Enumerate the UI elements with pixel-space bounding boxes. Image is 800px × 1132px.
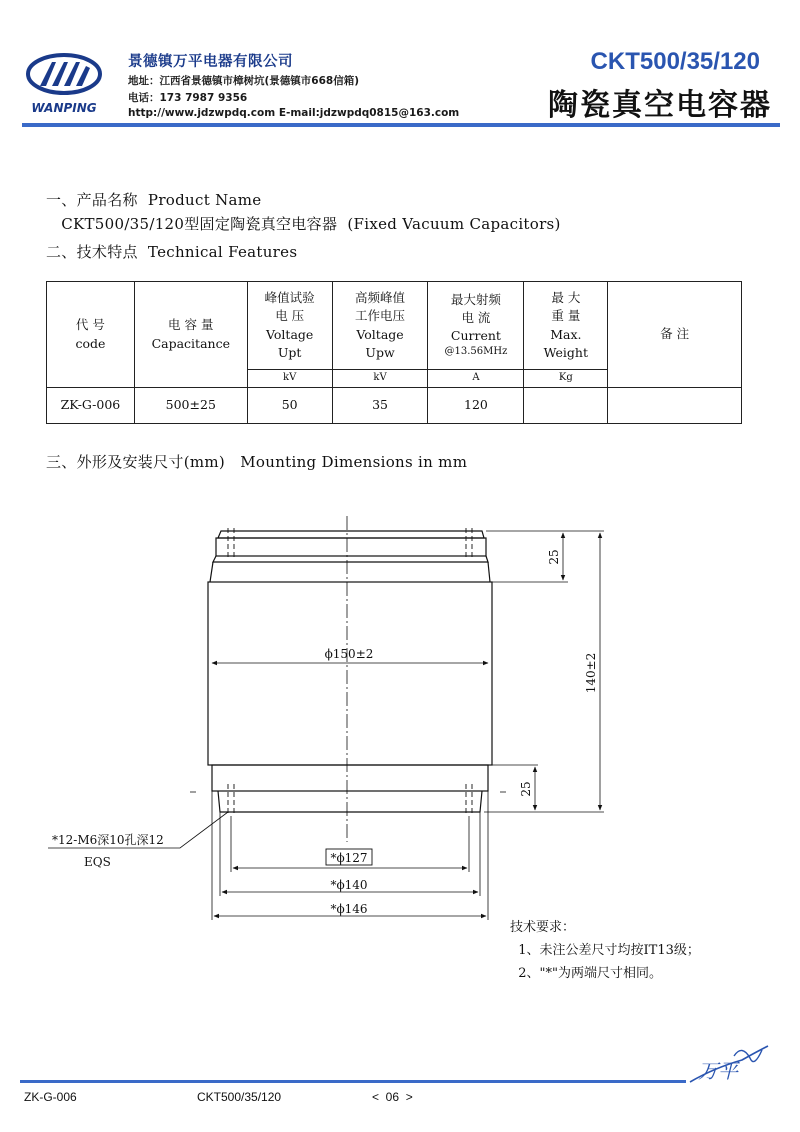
notes-title: 技术要求： (510, 920, 576, 935)
product-title: 陶瓷真空电容器 (548, 88, 772, 123)
unit-upt: kV (247, 370, 332, 388)
company-name: 景德镇万平电器有限公司 (128, 54, 293, 70)
dim-140-height: 140±2 (584, 652, 598, 694)
top-flange-rim (218, 531, 484, 538)
company-phone: 电话：173 7987 9356 (128, 92, 248, 104)
footer-code: ZK-G-006 (24, 1090, 77, 1104)
section-3-title: 三、外形及安装尺寸(mm) Mounting Dimensions in mm (46, 453, 468, 471)
model-title: CKT500/35/120 (590, 48, 760, 75)
cell-capacitance: 500±25 (134, 388, 247, 424)
dim-25-top: 25 (547, 549, 561, 565)
dim-phi150: ϕ150±2 (324, 647, 374, 661)
note-item-1: 1、未注公差尺寸均按IT13级； (510, 943, 700, 958)
dim-phi146: *ϕ146 (330, 902, 368, 916)
note-item-2: 2、"*"为两端尺寸相同。 (510, 966, 662, 981)
header-upw: 高频峰值 工作电压 Voltage Upw (332, 282, 428, 370)
eqs-label: EQS (84, 855, 111, 869)
cell-code: ZK-G-006 (47, 388, 135, 424)
dim-phi127: *ϕ127 (330, 851, 368, 865)
unit-upw: kV (332, 370, 428, 388)
top-flange (216, 538, 486, 556)
header-current: 最大射频 电 流 Current @13.56MHz (428, 282, 524, 370)
dim-25-bottom: 25 (519, 781, 533, 797)
header-weight: 最 大 重 量 Max. Weight (524, 282, 608, 370)
signature (684, 1038, 774, 1088)
company-address: 地址：江西省景德镇市樟树坑(景德镇市668信箱) (128, 75, 360, 87)
unit-weight: Kg (524, 370, 608, 388)
capacitor-body (208, 582, 492, 765)
header-upt: 峰值试验 电 压 Voltage Upt (247, 282, 332, 370)
header-code: 代 号 code (47, 282, 135, 388)
section-1-body: CKT500/35/120型固定陶瓷真空电容器 (Fixed Vacuum Capacitors) (46, 215, 561, 233)
thread-note: *12-M6深10孔深12 (52, 833, 164, 847)
bottom-flange (212, 765, 488, 791)
footer-model: CKT500/35/120 (197, 1090, 282, 1104)
bottom-rim (218, 791, 482, 812)
cell-upt: 50 (247, 388, 332, 424)
signature-text: 万平 (698, 1059, 738, 1083)
technical-notes (510, 916, 700, 985)
dim-phi140: *ϕ140 (330, 878, 368, 892)
footer-rule (20, 1080, 686, 1083)
cell-upw: 35 (332, 388, 428, 424)
section-1-title: 一、产品名称 Product Name (46, 191, 262, 209)
header-capacitance: 电 容 量 Capacitance (134, 282, 247, 388)
page-number: < 06 > (372, 1090, 413, 1104)
unit-current: A (428, 370, 524, 388)
company-web: http://www.jdzwpdq.com E-mail:jdzwpdq0815@163.com (128, 107, 460, 119)
cell-current: 120 (428, 388, 524, 424)
logo-text: WANPING (31, 101, 97, 115)
section-2-title: 二、技术特点 Technical Features (46, 243, 298, 261)
header-note: 备 注 (608, 282, 742, 388)
